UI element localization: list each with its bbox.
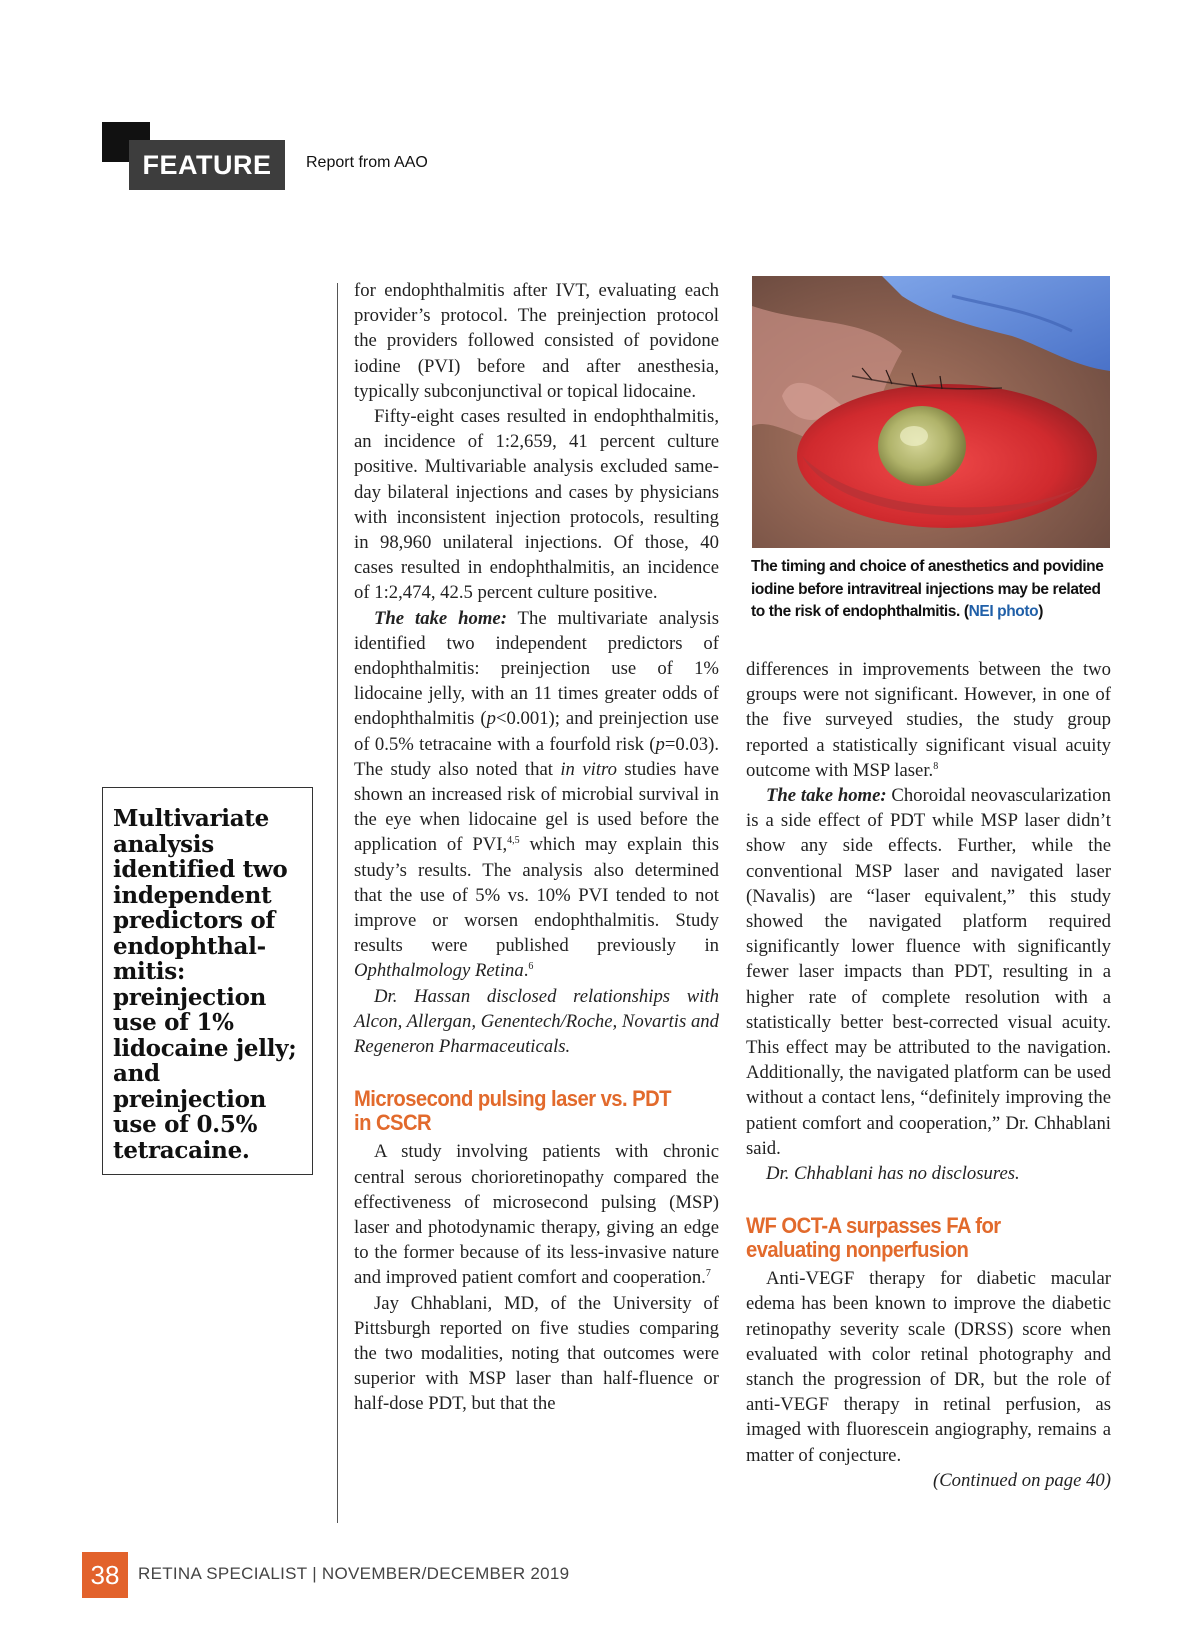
caption-text: ) — [1038, 603, 1043, 620]
paragraph: Fifty-eight cases resulted in endophthalmitis, an incidence of 1:2,659, 41 percent culture positive. Multivariable analysis excluded same-day bilateral injections and cases by physicians with inconsistent injection protocols, resulting in 98,960 unilateral injections. Of those, 40 cases resulted in endophthalmitis, an incidence of 1:2,474, 42.5 percent culture positive. — [354, 406, 719, 604]
text-run: which may explain this study’s results. The analysis also determined that the use of 5% vs. 10% PVI tended to not improve or worsen endophthalmitis. Study results were published previously in — [354, 834, 719, 957]
pull-quote-text: Multivariate analysis identified two independent predictors of endophthal-mitis: preinjection use of 1% lidocaine jelly; and preinjection use of 0.5% tetracaine. — [113, 805, 297, 1164]
text-run: . — [523, 960, 529, 982]
reference-superscript: 8 — [933, 760, 939, 772]
journal-name: Ophthalmology Retina — [354, 960, 524, 982]
text-run: p — [655, 733, 665, 755]
pull-quote — [102, 787, 313, 1175]
caption-text: The timing and choice of anesthetics and povidine iodine before intravitreal injections may be related to the risk of endophthalmitis. ( — [751, 558, 1104, 620]
paragraph — [746, 657, 1111, 783]
text-run: A study involving patients with chronic central serous chorioretinopathy compared the effectiveness of microsecond pulsing (MSP) laser and photodynamic therapy, giving an edge to the former because of its less-invasive nature and improved patient comfort and cooperation. — [354, 1141, 719, 1289]
paragraph: Jay Chhablani, MD, of the University of Pittsburgh reported on five studies comparing the two modalities, noting that outcomes were superior with MSP laser than half-fluence or half-dose PDT, but that the — [354, 1292, 719, 1415]
left-column — [354, 278, 719, 1417]
text-run: <0.001); and preinjection use of 0.5% tetracaine with a fourfold risk ( — [354, 708, 719, 755]
text-run: differences in improvements between the two groups were not significant. However, in one of the five surveyed studies, the study group reported a statistically significant visual acuity outcome with MSP laser. — [746, 659, 1111, 781]
paragraph — [354, 606, 719, 984]
reference-superscript: 4,5 — [507, 835, 520, 847]
page-number: 38 — [82, 1552, 128, 1598]
footer-publication: RETINA SPECIALIST | NOVEMBER/DECEMBER 2019 — [138, 1564, 570, 1583]
section-title: Report from AAO — [306, 154, 428, 171]
text-run: Choroidal neovascularization is a side effect of PDT while MSP laser didn’t show any side effects. Further, while the conventional MSP laser and navigated laser (Navalis) are “laser equivalent,” this study showed the navigated platform required significantly lower fluence with significantly fewer laser impacts than PDT, resulting in a higher rate of complete resolution with a statistically better best-corrected visual acuity. This effect may be attributed to the navigation. Additionally, the navigated platform can be used without a contact lens, “definitely improving the patient comfort and cooperation,” Dr. Chhablani said. — [746, 785, 1111, 1159]
figure-caption — [751, 556, 1111, 624]
text-run: p — [486, 708, 496, 730]
photo-credit: NEI photo — [968, 603, 1039, 620]
text-run: in vitro — [560, 758, 617, 780]
eye-photo-illustration — [752, 276, 1110, 548]
reference-superscript: 7 — [705, 1268, 711, 1280]
text-run: The multivariate analysis identified two independent predictors of endophthalmitis: preinjection use of 1% lidocaine jelly, with an 11 times greater odds of endophthalmitis ( — [354, 607, 719, 730]
disclosure: Dr. Hassan disclosed relationships with Alcon, Allergan, Genentech/Roche, Novartis and Regeneron Pharmaceuticals. — [354, 985, 719, 1058]
text-run: studies have shown an increased risk of microbial survival in the eye when lidocaine gel is used before the application of PVI, — [354, 758, 719, 856]
right-column — [746, 657, 1111, 1493]
paragraph — [354, 1139, 719, 1290]
column-rule — [337, 283, 338, 1523]
text-run: =0.03). The study also noted that — [354, 733, 719, 780]
disclosure: Dr. Chhablani has no disclosures. — [766, 1163, 1020, 1185]
feature-label: FEATURE — [129, 140, 285, 190]
subheading: WF OCT-A surpasses FA for evaluating nonperfusion — [746, 1213, 1001, 1263]
paragraph: Anti-VEGF therapy for diabetic macular edema has been known to improve the diabetic retinopathy severity scale (DRSS) score when evaluated with color retinal photography and stanch the progression of DR, but the role of anti-VEGF therapy in retinal perfusion, as imaged with fluorescein angiography, remains a matter of conjecture. — [746, 1268, 1111, 1466]
take-home-label: The take home: — [766, 785, 887, 807]
continued-note: (Continued on page 40) — [932, 1469, 1111, 1491]
paragraph — [746, 783, 1111, 1161]
paragraph: for endophthalmitis after IVT, evaluating each provider’s protocol. The preinjection protocol the providers followed consisted of povidone iodine (PVI) before and after anesthesia, typically subconjunctival or topical lidocaine. — [354, 280, 719, 402]
eye-photo — [752, 276, 1110, 548]
reference-superscript: 6 — [528, 961, 534, 973]
subheading: Microsecond pulsing laser vs. PDT in CSCR — [354, 1086, 671, 1136]
take-home-label: The take home: — [374, 607, 507, 629]
